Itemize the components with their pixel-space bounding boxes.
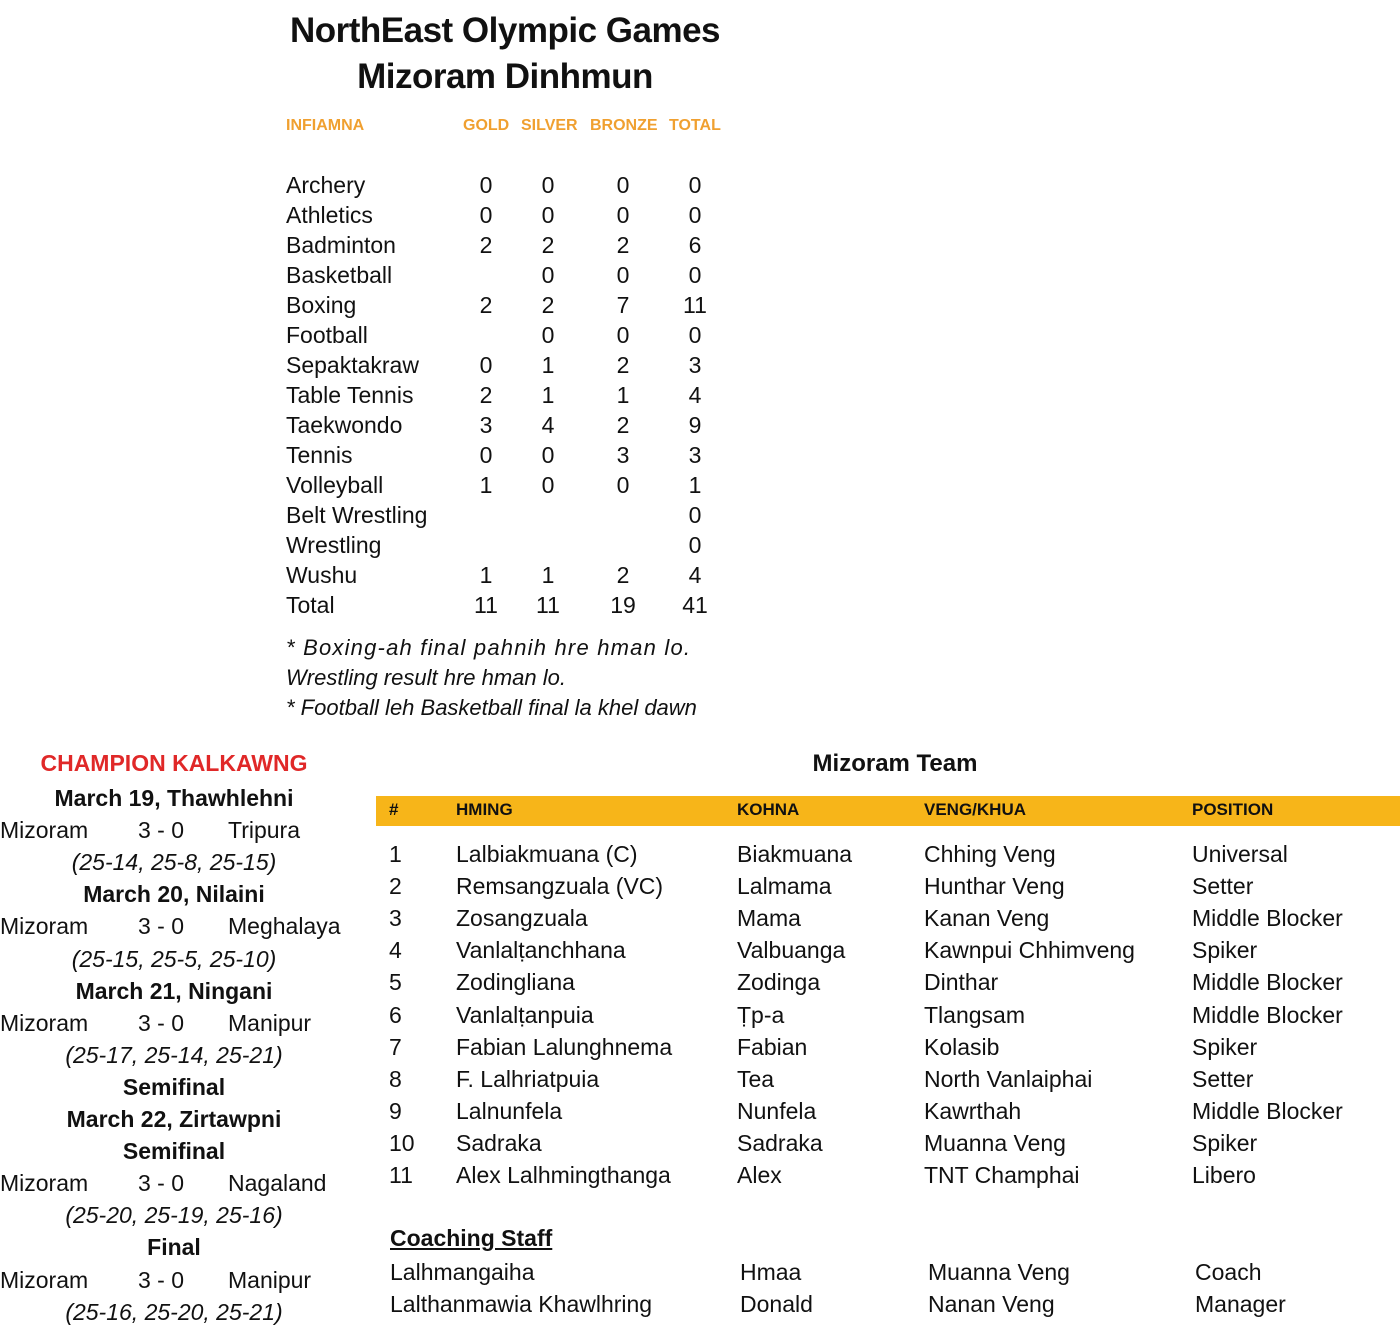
medal-row (286, 290, 726, 320)
medal-sport: Tennis (286, 442, 353, 468)
player-father: Fabian (737, 1033, 808, 1060)
team-row (0, 838, 1400, 870)
match-score: 3 - 0 (138, 817, 185, 844)
player-number: 3 (389, 905, 402, 932)
player-father: Ṭp-a (737, 1001, 785, 1028)
player-name: Lalnunfela (456, 1097, 563, 1124)
player-position: Middle Blocker (1192, 1001, 1343, 1028)
coaching-staff-title: Coaching Staff (390, 1225, 553, 1251)
medal-total: 6 (688, 232, 702, 258)
player-father: Biakmuana (737, 841, 853, 867)
player-position: Middle Blocker (1192, 905, 1343, 932)
team-table-header (376, 796, 1400, 826)
player-number: 1 (389, 841, 402, 867)
medal-total: 3 (688, 352, 702, 378)
team-header-num: # (389, 800, 399, 819)
medal-row (286, 410, 726, 440)
medal-sport: Volleyball (286, 472, 384, 498)
staff-row (0, 1288, 1400, 1320)
player-locality: Chhing Veng (924, 841, 1056, 867)
staff-name: Lalthanmawia Khawlhring (390, 1291, 653, 1317)
team-row (0, 1031, 1400, 1063)
player-number: 2 (389, 873, 402, 900)
medal-total: 0 (688, 502, 702, 528)
player-position: Spiker (1192, 1033, 1258, 1060)
match-set-scores: (25-20, 25-19, 25-16) (65, 1202, 283, 1229)
team-row (0, 902, 1400, 934)
team-row (0, 966, 1400, 998)
player-name: Fabian Lalunghnema (456, 1033, 673, 1060)
medal-silver: 2 (541, 232, 555, 258)
medal-sport: Wrestling (286, 532, 382, 558)
staff-name: Lalhmangaiha (390, 1259, 535, 1285)
match-team-home: Mizoram (0, 817, 89, 844)
medal-header-bronze: BRONZE (590, 117, 658, 134)
medal-bronze: 0 (616, 202, 630, 228)
medal-total: 0 (688, 202, 702, 228)
player-locality: Kawnpui Chhimveng (924, 937, 1135, 964)
team-row (0, 1063, 1400, 1095)
player-locality: Dinthar (924, 969, 999, 996)
match-score: 3 - 0 (138, 1009, 185, 1036)
match-team-home: Mizoram (0, 1170, 89, 1197)
page-title (270, 8, 740, 100)
medal-sport: Sepaktakraw (286, 352, 419, 378)
player-father: Sadraka (737, 1129, 823, 1156)
player-number: 9 (389, 1097, 402, 1124)
player-position: Middle Blocker (1192, 969, 1343, 996)
medal-silver: 0 (541, 262, 555, 288)
medal-silver: 0 (541, 472, 555, 498)
medal-row (286, 350, 726, 380)
staff-row (0, 1256, 1400, 1288)
medal-row (286, 320, 726, 350)
medal-silver: 1 (541, 382, 555, 408)
team-row (0, 1095, 1400, 1127)
medal-sport: Badminton (286, 232, 396, 258)
match-set-scores: (25-14, 25-8, 25-15) (71, 849, 277, 876)
medal-row (286, 440, 726, 470)
medal-gold: 2 (479, 232, 493, 258)
match-set-scores: (25-17, 25-14, 25-21) (65, 1041, 283, 1068)
player-father: Zodinga (737, 969, 821, 996)
medal-sport: Boxing (286, 292, 357, 318)
player-locality: Kanan Veng (924, 905, 1050, 932)
medal-bronze: 0 (616, 472, 630, 498)
medal-bronze: 0 (616, 172, 630, 198)
team-row (0, 999, 1400, 1031)
medal-silver: 0 (541, 442, 555, 468)
team-header-position: POSITION (1192, 800, 1274, 819)
medal-note: * Boxing-ah final pahnih hre hman lo. (286, 635, 692, 660)
match-team-away: Manipur (228, 1266, 312, 1293)
medal-silver: 1 (541, 352, 555, 378)
match-team-away: Meghalaya (228, 913, 341, 940)
player-number: 11 (389, 1162, 413, 1188)
team-row (0, 870, 1400, 902)
player-locality: Kawrthah (924, 1097, 1022, 1124)
staff-father: Donald (740, 1291, 813, 1317)
player-locality: Kolasib (924, 1033, 1000, 1060)
medal-total: 9 (688, 412, 702, 438)
staff-role: Coach (1195, 1259, 1262, 1285)
medal-bronze: 2 (616, 352, 630, 378)
medal-gold: 0 (479, 202, 493, 228)
medal-sport: Archery (286, 172, 366, 198)
team-header-name: HMING (456, 800, 513, 819)
player-father: Nunfela (737, 1097, 817, 1124)
player-locality: North Vanlaiphai (924, 1065, 1093, 1092)
medal-sport: Belt Wrestling (286, 502, 428, 528)
player-position: Libero (1192, 1162, 1256, 1188)
medal-total: 0 (688, 322, 702, 348)
medal-header-gold: GOLD (463, 117, 510, 134)
medal-row (286, 230, 726, 260)
medal-row (286, 200, 726, 230)
player-father: Lalmama (737, 873, 832, 900)
player-number: 7 (389, 1033, 402, 1060)
medal-sport: Table Tennis (286, 382, 414, 408)
match-team-home: Mizoram (0, 1266, 89, 1293)
medal-sport: Basketball (286, 262, 393, 288)
medal-bronze: 2 (616, 562, 630, 588)
staff-role: Manager (1195, 1291, 1286, 1317)
player-number: 4 (389, 937, 402, 964)
medal-gold: 0 (479, 172, 493, 198)
medal-gold: 1 (479, 562, 493, 588)
player-position: Spiker (1192, 1129, 1258, 1156)
player-name: Lalbiakmuana (C) (456, 841, 638, 867)
player-name: Zodingliana (456, 969, 575, 996)
medal-bronze: 2 (616, 232, 630, 258)
player-father: Valbuanga (737, 937, 846, 964)
title-line-1: NorthEast Olympic Games (289, 11, 721, 50)
medal-total: 1 (688, 472, 702, 498)
medal-total: 0 (688, 262, 702, 288)
player-name: Vanlalṭanchhana (456, 937, 626, 964)
team-row (0, 1127, 1400, 1159)
player-position: Spiker (1192, 937, 1258, 964)
medal-sport: Taekwondo (286, 412, 403, 438)
medal-total: 41 (682, 592, 708, 618)
medal-bronze: 19 (610, 592, 636, 618)
player-father: Alex (737, 1162, 782, 1188)
medal-bronze: 7 (616, 292, 630, 318)
player-position: Universal (1192, 841, 1288, 867)
medal-row (286, 470, 726, 500)
medal-silver: 1 (541, 562, 555, 588)
match-team-home: Mizoram (0, 1009, 89, 1036)
staff-locality: Muanna Veng (928, 1259, 1070, 1285)
medal-bronze: 1 (616, 382, 630, 408)
match-heading: March 21, Ningani (75, 977, 273, 1004)
player-number: 5 (389, 969, 402, 996)
player-name: Vanlalṭanpuia (456, 1001, 594, 1028)
medal-total: 0 (688, 532, 702, 558)
medal-gold: 11 (474, 592, 498, 618)
match-heading: March 19, Thawhlehni (54, 785, 294, 811)
medal-total: 4 (688, 382, 702, 408)
medal-bronze: 3 (616, 442, 630, 468)
medal-note: Wrestling result hre hman lo. (286, 665, 566, 690)
medal-total: 0 (688, 172, 702, 198)
team-title: Mizoram Team (812, 750, 978, 777)
medal-sport: Wushu (286, 562, 358, 588)
player-locality: Muanna Veng (924, 1129, 1066, 1156)
medal-gold: 3 (479, 412, 493, 438)
champion-title: CHAMPION KALKAWNG (40, 750, 308, 776)
player-name: F. Lalhriatpuia (456, 1065, 600, 1092)
player-position: Setter (1192, 1065, 1254, 1092)
staff-father: Hmaa (740, 1259, 802, 1285)
player-number: 6 (389, 1001, 402, 1028)
player-father: Tea (737, 1065, 775, 1092)
medal-gold: 0 (479, 352, 493, 378)
medal-header-silver: SILVER (521, 117, 578, 134)
medal-row (286, 530, 726, 560)
match-team-away: Tripura (228, 817, 300, 844)
player-number: 8 (389, 1065, 402, 1092)
medal-note: * Football leh Basketball final la khel dawn (286, 695, 697, 720)
player-name: Sadraka (456, 1129, 542, 1156)
match-set-scores: (25-15, 25-5, 25-10) (71, 945, 277, 972)
medal-row (286, 380, 726, 410)
medal-gold: 1 (479, 472, 493, 498)
medal-sport: Athletics (286, 202, 373, 228)
match-heading: Final (147, 1234, 201, 1261)
medal-row (286, 590, 726, 620)
medal-sport: Football (286, 322, 368, 348)
match-score: 3 - 0 (138, 913, 185, 940)
medal-total: 3 (688, 442, 702, 468)
match-score: 3 - 0 (138, 1266, 185, 1293)
player-position: Setter (1192, 873, 1254, 900)
medal-silver: 4 (541, 412, 555, 438)
player-name: Remsangzuala (VC) (456, 873, 664, 900)
medal-header-total: TOTAL (669, 117, 721, 134)
medal-total: 4 (688, 562, 702, 588)
medal-silver: 11 (536, 592, 560, 618)
medal-bronze: 0 (616, 262, 630, 288)
medal-bronze: 2 (616, 412, 630, 438)
player-locality: TNT Champhai (924, 1162, 1080, 1188)
medal-gold: 2 (479, 292, 493, 318)
title-line-2: Mizoram Dinhmun (357, 57, 653, 96)
match-score: 3 - 0 (138, 1170, 185, 1197)
medal-row (286, 170, 726, 200)
medal-silver: 0 (541, 172, 555, 198)
medal-row (286, 500, 726, 530)
team-header-father: KOHNA (737, 800, 800, 819)
medal-silver: 2 (541, 292, 555, 318)
match-heading: Semifinal (122, 1138, 226, 1165)
player-locality: Tlangsam (924, 1001, 1025, 1028)
medal-row (286, 560, 726, 590)
medal-gold: 2 (479, 382, 493, 408)
team-header-locality: VENG/KHUA (924, 800, 1027, 819)
medal-silver: 0 (541, 322, 555, 348)
match-team-away: Manipur (228, 1009, 312, 1036)
staff-locality: Nanan Veng (928, 1291, 1055, 1317)
player-father: Mama (737, 905, 801, 932)
match-heading: March 20, Nilaini (83, 881, 265, 908)
team-row (0, 1159, 1400, 1191)
player-locality: Hunthar Veng (924, 873, 1065, 900)
match-set-scores: (25-16, 25-20, 25-21) (65, 1298, 283, 1325)
player-number: 10 (389, 1129, 415, 1156)
medal-silver: 0 (541, 202, 555, 228)
player-position: Middle Blocker (1192, 1097, 1343, 1124)
medal-gold: 0 (479, 442, 493, 468)
match-heading: March 22, Zirtawpni (66, 1106, 282, 1132)
medal-row (286, 260, 726, 290)
medal-bronze: 0 (616, 322, 630, 348)
medal-total: 11 (683, 292, 707, 318)
medal-sport: Total (286, 592, 335, 618)
match-team-home: Mizoram (0, 913, 89, 940)
match-team-away: Nagaland (228, 1170, 327, 1197)
match-heading: Semifinal (122, 1073, 226, 1100)
player-name: Zosangzuala (456, 905, 588, 932)
team-row (0, 934, 1400, 966)
medal-header-sport: INFIAMNA (286, 117, 365, 134)
player-name: Alex Lalhmingthanga (456, 1162, 671, 1188)
